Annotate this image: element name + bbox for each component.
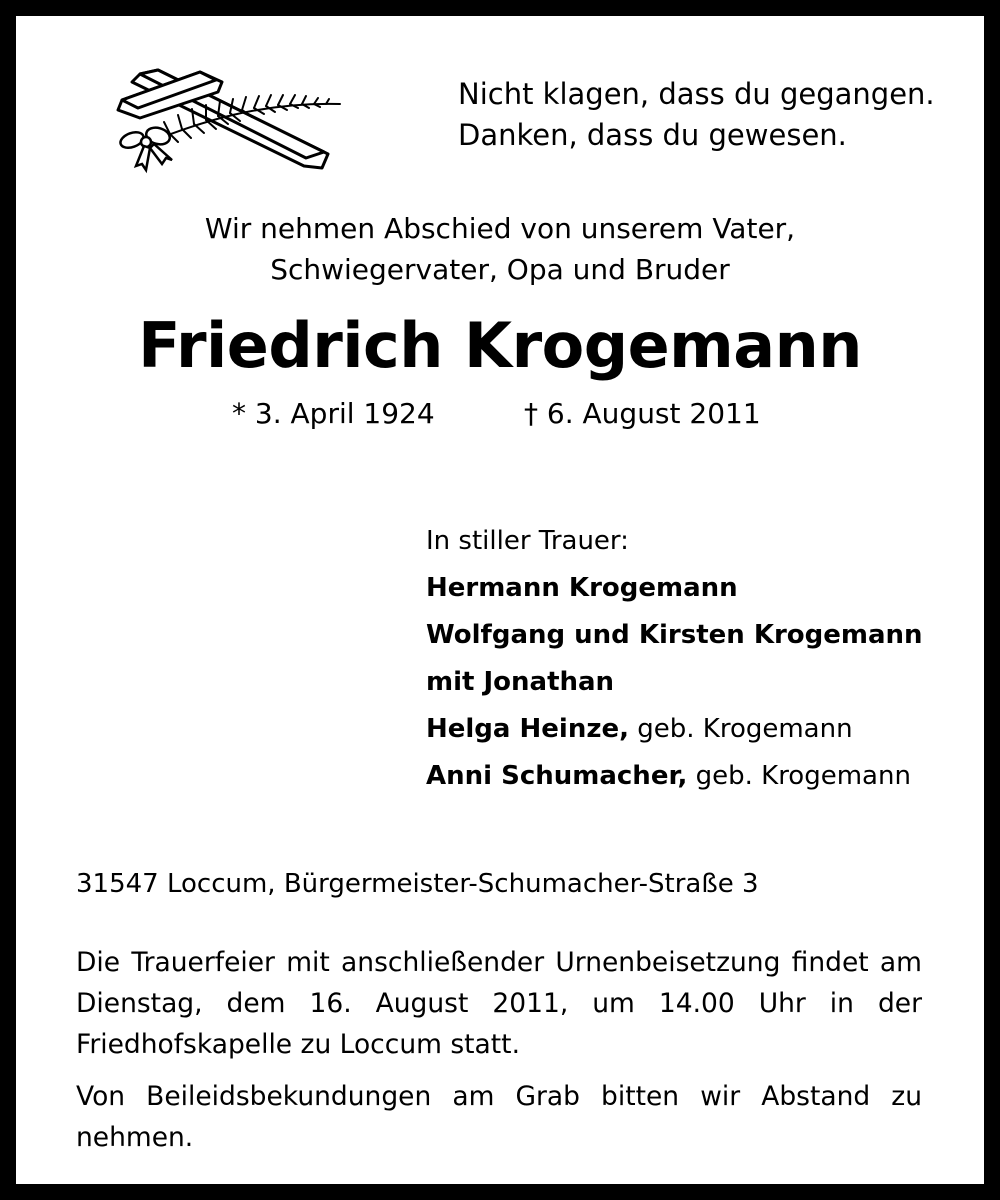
deceased-name: Friedrich Krogemann: [138, 309, 862, 382]
mourner-suffix: geb. Krogemann: [628, 714, 853, 744]
mourner-name: Hermann Krogemann: [426, 573, 738, 603]
mourners-list: [426, 518, 923, 800]
mourner-suffix: geb. Krogemann: [687, 761, 911, 791]
birth-date: * 3. April 1924: [232, 397, 435, 430]
death-date: † 6. August 2011: [524, 397, 761, 430]
mourners-heading: In stiller Trauer:: [426, 526, 629, 556]
motto-verse: [458, 74, 935, 156]
mourner-name: Anni Schumacher,: [426, 761, 688, 791]
cross-with-palm-branch-icon: [110, 62, 350, 182]
family-address: 31547 Loccum, Bürgermeister-Schumacher-Straße 3: [76, 869, 759, 899]
intro-line-1: Wir nehmen Abschied von unserem Vater,: [204, 212, 796, 245]
intro-line-2: Schwiegervater, Opa und Bruder: [270, 253, 730, 286]
mourner-name: Wolfgang und Kirsten Krogemann: [426, 620, 923, 650]
mourner-entry: [426, 706, 923, 753]
mourner-entry: [426, 659, 923, 706]
mourner-entry: [426, 753, 923, 800]
mourner-entry: [426, 612, 923, 659]
motto-line-1: Nicht klagen, dass du gegangen.: [458, 77, 935, 111]
mourner-name: mit Jonathan: [426, 667, 615, 697]
farewell-intro: [0, 208, 1000, 290]
ceremony-paragraph: Die Trauerfeier mit anschließender Urnenbeisetzung findet am Dienstag, dem 16. August 2011, um 14.00 Uhr in der Friedhofskapelle zu Loccum statt.: [76, 947, 922, 1060]
mourner-name: Helga Heinze,: [426, 714, 629, 744]
condolences-paragraph: Von Beileidsbekundungen am Grab bitten wir Abstand zu nehmen.: [76, 1081, 922, 1153]
mourner-entry: [426, 565, 923, 612]
motto-line-2: Danken, dass du gewesen.: [458, 118, 847, 152]
